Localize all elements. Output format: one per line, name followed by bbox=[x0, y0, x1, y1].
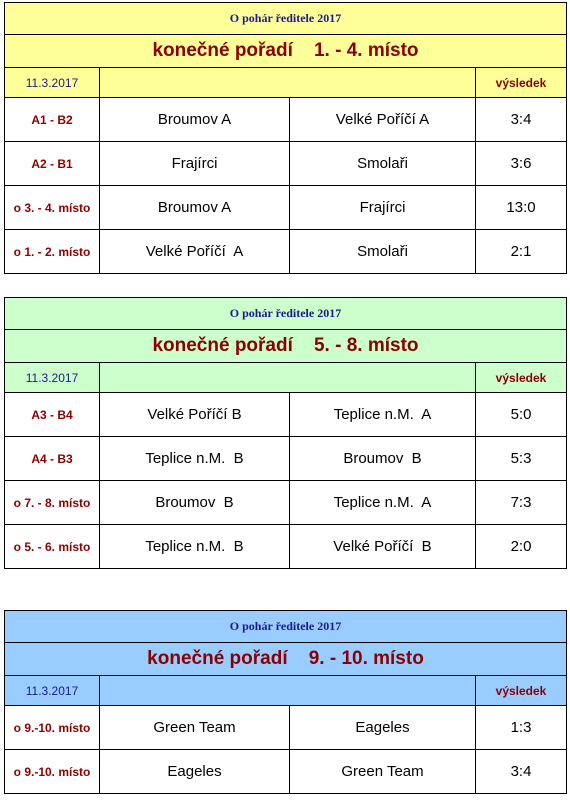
home-team: Broumov A bbox=[100, 186, 290, 230]
away-team: Eageles bbox=[290, 706, 476, 750]
home-team: Broumov B bbox=[100, 481, 290, 525]
heading-row bbox=[5, 35, 567, 68]
table-row bbox=[5, 750, 567, 794]
match-label: A3 - B4 bbox=[5, 393, 100, 437]
subheader-row bbox=[5, 676, 567, 706]
results-table-9-10 bbox=[4, 610, 567, 794]
subheader-row bbox=[5, 68, 567, 98]
match-score: 5:3 bbox=[476, 437, 567, 481]
away-team: Velké Poříčí A bbox=[290, 98, 476, 142]
match-label: o 5. - 6. místo bbox=[5, 525, 100, 569]
home-team: Green Team bbox=[100, 706, 290, 750]
away-team: Smolaři bbox=[290, 142, 476, 186]
match-score: 13:0 bbox=[476, 186, 567, 230]
date-cell: 11.3.2017 bbox=[5, 68, 100, 98]
away-team: Velké Poříčí B bbox=[290, 525, 476, 569]
ranking-heading: konečné pořadí 9. - 10. místo bbox=[5, 643, 567, 676]
result-label: výsledek bbox=[476, 363, 567, 393]
result-label: výsledek bbox=[476, 676, 567, 706]
match-label: A1 - B2 bbox=[5, 98, 100, 142]
home-team: Eageles bbox=[100, 750, 290, 794]
date-cell: 11.3.2017 bbox=[5, 676, 100, 706]
results-table-5-8 bbox=[4, 297, 567, 569]
cup-title: O pohár ředitele 2017 bbox=[5, 298, 567, 330]
home-team: Frajírci bbox=[100, 142, 290, 186]
date-cell: 11.3.2017 bbox=[5, 363, 100, 393]
table-row bbox=[5, 142, 567, 186]
heading-row bbox=[5, 643, 567, 676]
home-team: Teplice n.M. B bbox=[100, 437, 290, 481]
cup-row bbox=[5, 3, 567, 35]
match-label: A2 - B1 bbox=[5, 142, 100, 186]
home-team: Velké Poříčí B bbox=[100, 393, 290, 437]
match-score: 3:4 bbox=[476, 750, 567, 794]
match-label: o 3. - 4. místo bbox=[5, 186, 100, 230]
match-score: 3:4 bbox=[476, 98, 567, 142]
table-row bbox=[5, 186, 567, 230]
match-score: 3:6 bbox=[476, 142, 567, 186]
table-row bbox=[5, 437, 567, 481]
cup-row bbox=[5, 298, 567, 330]
results-table-1-4 bbox=[4, 2, 567, 274]
match-score: 5:0 bbox=[476, 393, 567, 437]
away-team: Broumov B bbox=[290, 437, 476, 481]
match-score: 7:3 bbox=[476, 481, 567, 525]
cup-title: O pohár ředitele 2017 bbox=[5, 611, 567, 643]
ranking-heading: konečné pořadí 5. - 8. místo bbox=[5, 330, 567, 363]
table-row bbox=[5, 481, 567, 525]
match-score: 2:1 bbox=[476, 230, 567, 274]
ranking-heading: konečné pořadí 1. - 4. místo bbox=[5, 35, 567, 68]
result-label: výsledek bbox=[476, 68, 567, 98]
match-label: o 1. - 2. místo bbox=[5, 230, 100, 274]
match-score: 2:0 bbox=[476, 525, 567, 569]
home-team: Broumov A bbox=[100, 98, 290, 142]
table-row bbox=[5, 706, 567, 750]
blank-header-cell bbox=[100, 68, 476, 98]
cup-title: O pohár ředitele 2017 bbox=[5, 3, 567, 35]
table-row bbox=[5, 230, 567, 274]
blank-header-cell bbox=[100, 363, 476, 393]
cup-row bbox=[5, 611, 567, 643]
match-label: A4 - B3 bbox=[5, 437, 100, 481]
away-team: Teplice n.M. A bbox=[290, 481, 476, 525]
home-team: Teplice n.M. B bbox=[100, 525, 290, 569]
table-row bbox=[5, 98, 567, 142]
table-row bbox=[5, 525, 567, 569]
match-label: o 7. - 8. místo bbox=[5, 481, 100, 525]
table-row bbox=[5, 393, 567, 437]
away-team: Frajírci bbox=[290, 186, 476, 230]
away-team: Green Team bbox=[290, 750, 476, 794]
away-team: Smolaři bbox=[290, 230, 476, 274]
match-label: o 9.-10. místo bbox=[5, 706, 100, 750]
match-label: o 9.-10. místo bbox=[5, 750, 100, 794]
heading-row bbox=[5, 330, 567, 363]
blank-header-cell bbox=[100, 676, 476, 706]
match-score: 1:3 bbox=[476, 706, 567, 750]
away-team: Teplice n.M. A bbox=[290, 393, 476, 437]
subheader-row bbox=[5, 363, 567, 393]
home-team: Velké Poříčí A bbox=[100, 230, 290, 274]
